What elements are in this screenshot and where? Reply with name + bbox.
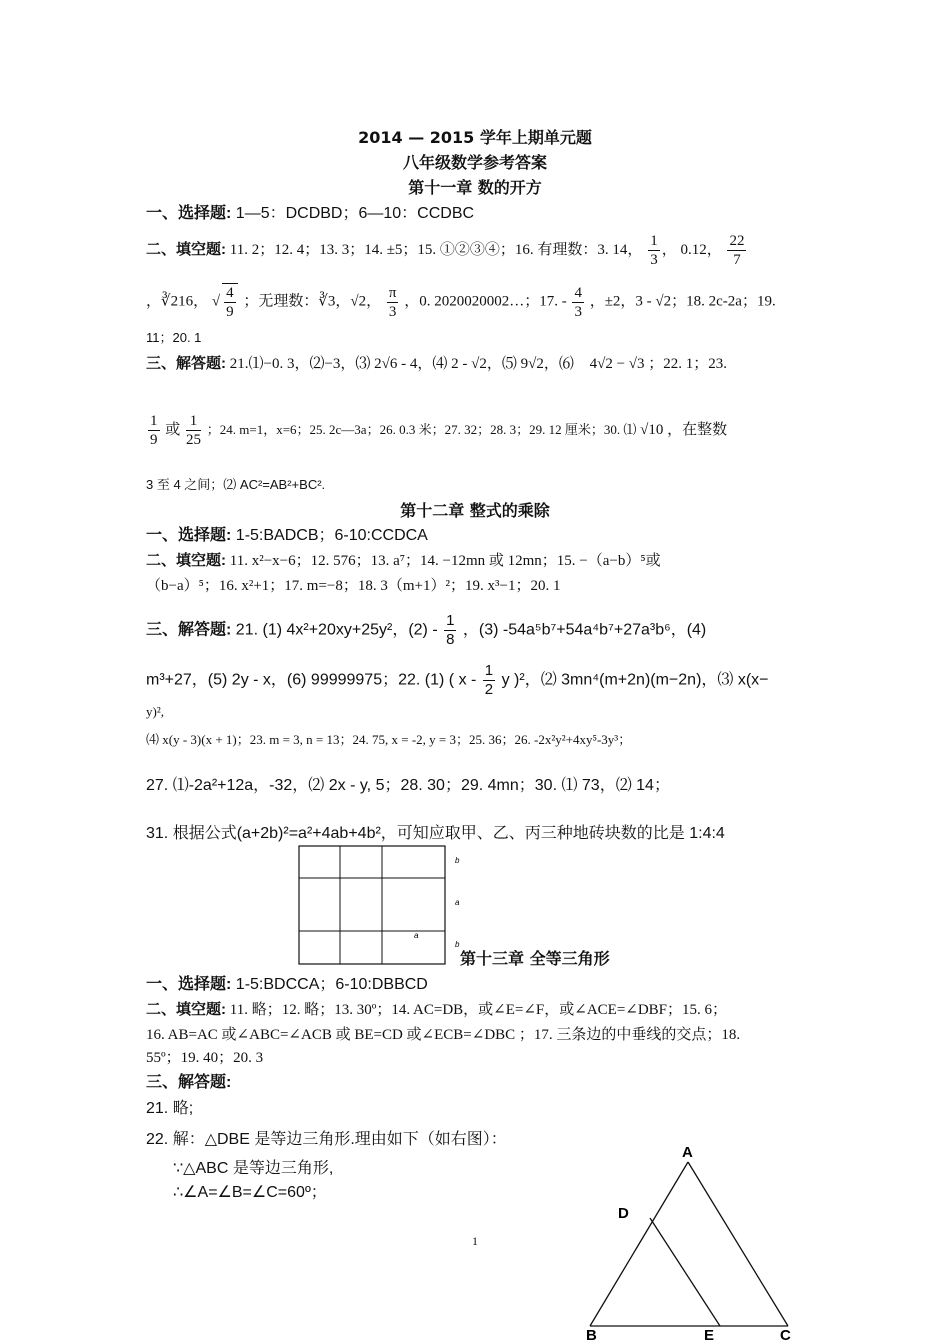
choice-answers: 1-5:BDCCA；6-10:DBBCD <box>235 976 428 993</box>
choice-label: 一、选择题: <box>146 976 232 993</box>
fraction: $\frac{1}{3}$ <box>650 233 658 268</box>
ch13-fill-line-3: 55º；19. 40；20. 3 <box>146 1050 264 1066</box>
q21-line: 21. 略; <box>146 1100 194 1117</box>
grid-label: b <box>455 940 460 949</box>
ch12-solve-line-5: 27. ⑴-2a²+12a，-32，⑵ 2x - y, 5；28. 30；29. 4mn；30. ⑴ 73，⑵ 14； <box>146 777 670 794</box>
fraction: $\frac{4}{3}$ <box>574 284 582 320</box>
solve-text: ，(3) -54a⁵b⁷+54a⁴b⁷+27a³b⁶，(4) <box>462 621 707 639</box>
fraction: $\frac{1}{25}$ <box>186 413 202 448</box>
fill-text: ，0. 2020020002…；17. - <box>404 293 567 310</box>
chapter-12-heading: 第十二章 整式的乘除 <box>400 501 550 520</box>
solve-text: y )²，⑵ 3mn⁴(m+2n)(m−2n)，⑶ x(x− <box>501 671 769 689</box>
page-number: 1 <box>472 1234 478 1248</box>
solve-text: ；22. 1；23. <box>648 356 728 372</box>
choice-answers: 1—5：DCDBD；6—10：CCDBC <box>235 205 475 222</box>
vertex-label-e: E <box>704 1327 715 1340</box>
fill-label: 二、填空题: <box>146 1001 226 1018</box>
fill-text: 11. 2；12. 4；13. 3；14. ±5；15. ①②③④；16. 有理数：3. 14， <box>229 241 643 258</box>
solve-text: ，在整数 <box>667 421 728 438</box>
fill-text: ；无理数：∛3，√2， <box>243 293 382 310</box>
math-expr: √10 <box>640 421 664 438</box>
vertex-label-a: A <box>682 1144 693 1161</box>
solve-text: m³+27，(5) 2y - x，(6) 99999975；22. (1) ( x - <box>146 671 477 689</box>
ch11-choice-line <box>146 204 474 224</box>
fraction: $\frac{1}{9}$ <box>150 413 158 448</box>
q22-step-2: ∴∠A=∠B=∠C=60º； <box>173 1184 327 1201</box>
ch13-solve-label: 三、解答题: <box>146 1074 232 1091</box>
solve-label: 三、解答题: <box>146 355 226 372</box>
ch11-solve-line-2 <box>146 412 727 449</box>
vertex-label-d: D <box>618 1205 629 1222</box>
choice-label: 一、选择题: <box>146 205 232 222</box>
solve-text: ；24. m=1，x=6；25. 2c—3a；26. 0.3 米；27. 32；28. 3；29. 12 厘米；30. ⑴ <box>206 421 637 437</box>
or-text: 或 <box>165 421 181 438</box>
ch12-solve-line-2 <box>146 662 769 699</box>
fraction: $\frac{22}{7}$ <box>729 233 745 268</box>
fill-text: 11. 略；12. 略；13. 30º；14. AC=DB，或∠E=∠F，或∠ACE=∠DBF；15. 6； <box>229 1002 728 1018</box>
solve-text: 21.⑴−0. 3，⑵−3，⑶ 2√6 - 4，⑷ 2 - √2，⑸ 9√2，⑹ <box>229 356 574 372</box>
chapter-13-heading: 第十三章 全等三角形 <box>460 949 610 968</box>
ch12-solve-line-3: y)², <box>146 704 164 719</box>
ch11-solve-line-1 <box>146 354 727 374</box>
ch13-fill-line-1 <box>146 1000 727 1020</box>
vertex-label-b: B <box>586 1327 597 1340</box>
math-expr: 4√2 − √3 <box>589 356 645 372</box>
choice-answers: 1-5:BADCB；6-10:CCDCA <box>235 527 428 544</box>
ch12-fill-line-1 <box>146 551 661 571</box>
tile-grid-figure <box>298 845 468 967</box>
fill-text: 0.12 <box>680 241 707 258</box>
fill-label: 二、填空题: <box>146 240 226 258</box>
vertex-label-c: C <box>780 1327 791 1340</box>
grid-label: a <box>455 898 460 907</box>
chapter-11-heading: 第十一章 数的开方 <box>408 178 542 197</box>
ch11-fill-line-1: 二、填空题: 11. 2；12. 4；13. 3；14. ±5；15. ①②③④；16. 有理数：3. 14， $\frac{1}{3}$ ， 0.12， $\frac{22}{7}$ <box>146 233 745 268</box>
ch13-fill-line-2: 16. AB=AC 或∠ABC=∠ACB 或 BE=CD 或∠ECB=∠DBC ；17. 三条边的中垂线的交点；18. <box>146 1027 741 1043</box>
grid-outline <box>299 846 445 964</box>
fraction: $\frac{1}{8}$ <box>446 612 455 648</box>
ch12-choice-line <box>146 526 428 546</box>
fraction: $\frac{1}{2}$ <box>484 662 494 698</box>
q22-step-1: ∵△ABC 是等边三角形, <box>173 1160 334 1177</box>
fraction: $\frac{4}{9}$ <box>222 283 238 321</box>
solve-label: 三、解答题: <box>146 621 232 639</box>
ch12-solve-line-1 <box>146 612 706 649</box>
grid-label: a <box>414 931 419 940</box>
doc-title: 2014 — 2015 学年上期单元题 <box>358 128 592 147</box>
ch12-solve-line-4: ⑷ x(y - 3)(x + 1)；23. m = 3, n = 13；24. 75, x = -2, y = 3；25. 36；26. -2x²y²+4xy⁵-3y³； <box>146 732 632 747</box>
choice-label: 一、选择题: <box>146 527 232 544</box>
ch11-fill-line-2: ，∛216， √ $\frac{4}{9}$ ；无理数：∛3，√2， $\frac{\pi}{3}$ ，0. 2020020002…；17. - $\frac{4}{3}$ ，±2，3 - √2；18. 2c-2a；19. <box>146 284 776 320</box>
doc-subtitle: 八年级数学参考答案 <box>402 153 547 172</box>
math-expr: ∛216 <box>161 293 194 310</box>
fraction: $\frac{\pi}{3}$ <box>388 284 397 320</box>
ch12-fill-line-2: （b−a）⁵；16. x²+1；17. m=−8；18. 3（m+1）²；19. x³−1；20. 1 <box>146 578 561 594</box>
ch11-fill-line-3: 11；20. 1 <box>146 330 202 345</box>
q22-line: 22. 解：△DBE 是等边三角形.理由如下（如右图）： <box>146 1131 507 1148</box>
grid-label: b <box>455 856 460 865</box>
fill-label: 二、填空题: <box>146 552 226 569</box>
ch13-choice-line <box>146 975 428 995</box>
ch12-solve-line-6: 31. 根据公式(a+2b)²=a²+4ab+4b²，可知应取甲、乙、丙三种地砖块数的比是 1:4:4 <box>146 825 725 842</box>
fill-text: ，±2，3 - √2；18. 2c-2a；19. <box>589 293 776 310</box>
fill-text: 11. x²−x−6；12. 576；13. a⁷；14. −12mn 或 12mn；15. −（a−b）⁵或 <box>229 553 661 569</box>
ch11-solve-line-3: 3 至 4 之间；⑵ AC²=AB²+BC². <box>146 477 326 492</box>
solve-text: 21. (1) 4x²+20xy+25y²，(2) - <box>235 621 438 639</box>
